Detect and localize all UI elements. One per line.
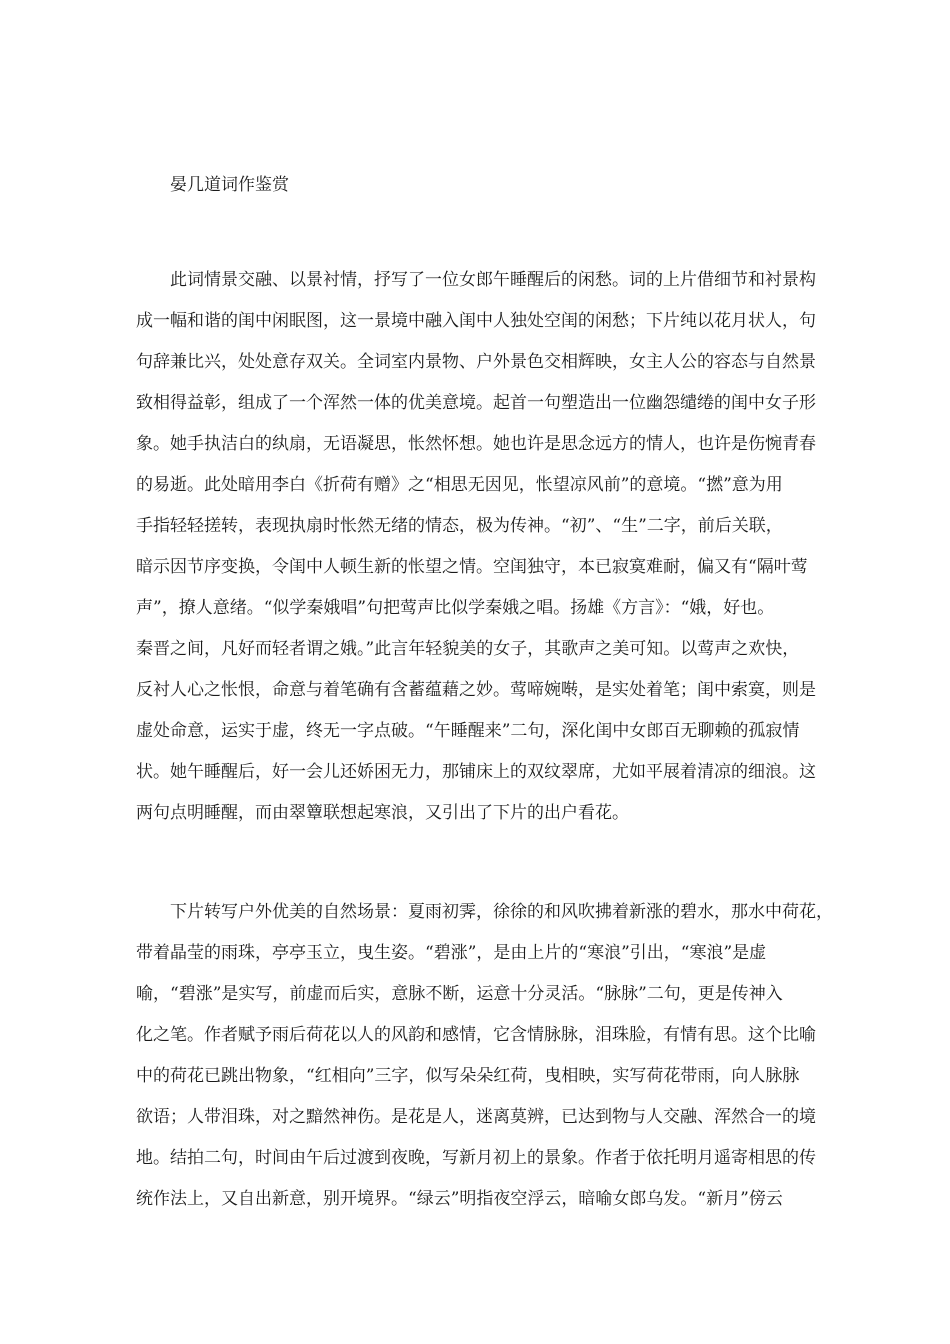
paragraph-1 [136, 260, 816, 834]
paragraph-line: 此词情景交融、以景衬情，抒写了一位女郎午睡醒后的闲愁。词的上片借细节和衬景构 [136, 270, 816, 290]
paragraph-line: 两句点明睡醒，而由翠簟联想起寒浪，又引出了下片的出户看花。 [136, 803, 629, 823]
paragraph-line: 喻，“碧涨”是实写，前虚而后实，意脉不断，运意十分灵活。“脉脉”二句，更是传神入 [136, 984, 783, 1004]
paragraph-line: 句辞兼比兴，处处意存双关。全词室内景物、户外景色交相辉映，女主人公的容态与自然景 [136, 352, 816, 372]
paragraph-line: 状。她午睡醒后，好一会儿还娇困无力，那铺床上的双纹翠席，尤如平展着清凉的细浪。这 [136, 762, 816, 782]
paragraph-line: 下片转写户外优美的自然场景：夏雨初霁，徐徐的和风吹拂着新涨的碧水，那水中荷花， [136, 902, 833, 922]
paragraph-line: 的易逝。此处暗用李白《折荷有赠》之“相思无因见，怅望凉风前”的意境。“撚”意为用 [136, 475, 783, 495]
paragraph-line: 致相得益彰，组成了一个浑然一体的优美意境。起首一句塑造出一位幽怨缱绻的闺中女子形 [136, 393, 816, 413]
paragraph-line: 象。她手执洁白的纨扇，无语凝思，怅然怀想。她也许是思念远方的情人，也许是伤惋青春 [136, 434, 816, 454]
paragraph-line: 统作法上，又自出新意，别开境界。“绿云”明指夜空浮云，暗喻女郎乌发。“新月”傍云 [136, 1189, 783, 1209]
paragraph-line: 带着晶莹的雨珠，亭亭玉立，曳生姿。“碧涨”，是由上片的“寒浪”引出，“寒浪”是虚 [136, 943, 767, 963]
paragraph-line: 声”，撩人意绪。“似学秦娥唱”句把莺声比似学秦娥之唱。扬雄《方言》：“娥，好也。 [136, 598, 775, 618]
paragraph-line: 反衬人心之怅恨，命意与着笔确有含蓄蕴藉之妙。莺啼婉啭，是实处着笔；闺中索寞，则是 [136, 680, 816, 700]
paragraph-2 [136, 892, 833, 1220]
paragraph-line: 欲语；人带泪珠，对之黯然神伤。是花是人，迷离莫辨，已达到物与人交融、浑然合一的境 [136, 1107, 816, 1127]
document-title: 晏几道词作鉴赏 [170, 175, 289, 195]
paragraph-line: 手指轻轻搓转，表现执扇时怅然无绪的情态，极为传神。“初”、“生”二字，前后关联， [136, 516, 783, 536]
paragraph-line: 秦晋之间，凡好而轻者谓之娥。”此言年轻貌美的女子，其歌声之美可知。以莺声之欢快， [136, 639, 800, 659]
paragraph-line: 暗示因节序变换，令闺中人顿生新的怅望之情。空闺独守，本已寂寞难耐，偏又有“隔叶莺 [136, 557, 808, 577]
paragraph-line: 虚处命意，运实于虚，终无一字点破。“午睡醒来”二句，深化闺中女郎百无聊赖的孤寂情 [136, 721, 800, 741]
paragraph-line: 中的荷花已跳出物象，“红相向”三字，似写朵朵红荷，曳相映，实写荷花带雨，向人脉脉 [136, 1066, 800, 1086]
paragraph-line: 成一幅和谐的闺中闲眠图，这一景境中融入闺中人独处空闺的闲愁；下片纯以花月状人，句 [136, 311, 816, 331]
paragraph-line: 化之笔。作者赋予雨后荷花以人的风韵和感情，它含情脉脉，泪珠脸，有情有思。这个比喻 [136, 1025, 816, 1045]
paragraph-line: 地。结拍二句，时间由午后过渡到夜晚，写新月初上的景象。作者于依托明月遥寄相思的传 [136, 1148, 816, 1168]
